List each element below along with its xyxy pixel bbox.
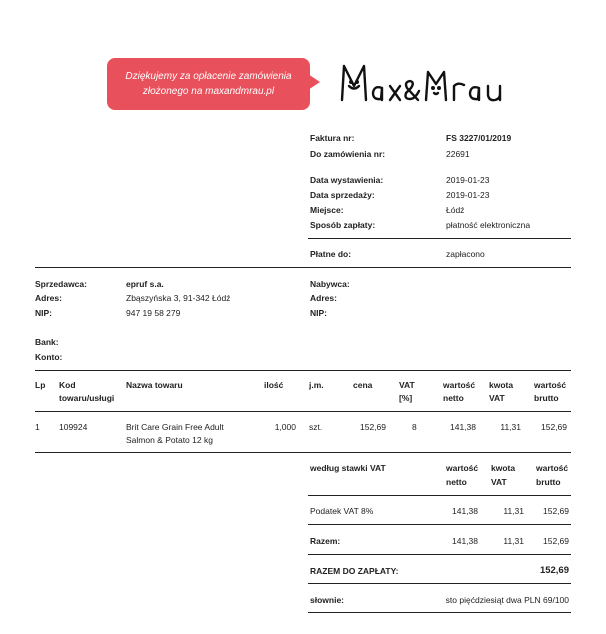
thank-you-text: Dziękujemy za opłacenie zamówienia złożonego na maxandmrau.pl xyxy=(125,71,292,97)
by-rate-label: według stawki VAT xyxy=(310,463,386,473)
divider xyxy=(308,583,571,584)
seller-nip-label: NIP: xyxy=(35,308,52,318)
col-net-2: netto xyxy=(443,393,464,403)
table-top-border xyxy=(35,370,571,371)
col-vat-amount-2: VAT xyxy=(489,393,505,403)
row-net: 141,38 xyxy=(450,422,476,432)
place: Łódź xyxy=(446,205,465,215)
col-qty: ilość xyxy=(264,380,284,390)
buyer-nip-label: NIP: xyxy=(310,308,327,318)
row-code: 109924 xyxy=(59,422,88,432)
seller-name: epruf s.a. xyxy=(126,279,164,289)
buyer-address-label: Adres: xyxy=(310,293,337,303)
divider xyxy=(308,554,571,555)
seller-address: Zbąszyńska 3, 91-342 Łódź xyxy=(126,293,231,303)
col-unit: j.m. xyxy=(309,380,324,390)
seller-address-label: Adres: xyxy=(35,293,62,303)
sale-date: 2019-01-23 xyxy=(446,190,490,200)
col-vat: VAT xyxy=(399,380,415,390)
col-gross-2: brutto xyxy=(534,393,559,403)
tax-gross: 152,69 xyxy=(543,506,569,516)
divider xyxy=(308,238,571,239)
table-bottom-border xyxy=(35,452,571,453)
invoice-number: FS 3227/01/2019 xyxy=(446,133,512,143)
row-unit: szt. xyxy=(309,422,323,432)
row-name-line1: Brit Care Grain Free Adult xyxy=(126,422,224,432)
total-label: Razem: xyxy=(310,536,341,546)
divider xyxy=(308,612,571,613)
issue-date: 2019-01-23 xyxy=(446,175,490,185)
divider xyxy=(308,495,571,496)
place-label: Miejsce: xyxy=(310,205,344,215)
total-vat: 11,31 xyxy=(503,536,524,546)
order-number: 22691 xyxy=(446,149,470,159)
row-qty: 1,000 xyxy=(274,422,296,432)
col-code: Kod xyxy=(59,380,76,390)
paid-to-label: Płatne do: xyxy=(310,249,352,259)
account-label: Konto: xyxy=(35,352,63,362)
col-price: cena xyxy=(353,380,373,390)
seller-nip: 947 19 58 279 xyxy=(126,308,181,318)
sale-date-label: Data sprzedaży: xyxy=(310,190,375,200)
issue-date-label: Data wystawienia: xyxy=(310,175,384,185)
sum-vat-header-2: VAT xyxy=(491,477,507,487)
col-vat-2: [%] xyxy=(399,393,413,403)
sum-vat-header: kwota xyxy=(491,463,516,473)
seller-title: Sprzedawca: xyxy=(35,279,87,289)
banner-tail xyxy=(308,74,320,90)
buyer-title: Nabywca: xyxy=(310,279,350,289)
row-gross: 152,69 xyxy=(541,422,567,432)
sum-gross-header: wartość xyxy=(536,463,569,473)
payment-method: płatność elektroniczna xyxy=(446,220,531,230)
row-vat-amount: 11,31 xyxy=(500,422,521,432)
tax-label: Podatek VAT 8% xyxy=(310,506,374,516)
total-gross: 152,69 xyxy=(543,536,569,546)
col-vat-amount: kwota xyxy=(489,380,514,390)
payment-method-label: Sposób zapłaty: xyxy=(310,220,376,230)
invoice-number-label: Faktura nr: xyxy=(310,133,355,143)
paid-to: zapłacono xyxy=(446,249,485,259)
logo-text: Max&Mrau xyxy=(338,58,343,59)
row-price: 152,69 xyxy=(360,422,386,432)
sum-net-header-2: netto xyxy=(446,477,467,487)
divider xyxy=(308,524,571,525)
col-lp: Lp xyxy=(35,380,46,390)
tax-vat: 11,31 xyxy=(503,506,524,516)
sum-gross-header-2: brutto xyxy=(536,477,561,487)
order-number-label: Do zamówienia nr: xyxy=(310,149,386,159)
bank-label: Bank: xyxy=(35,337,59,347)
to-pay-amount: 152,69 xyxy=(539,565,569,576)
col-code-2: towaru/usługi xyxy=(59,393,115,403)
col-gross: wartość xyxy=(534,380,567,390)
col-name: Nazwa towaru xyxy=(126,380,183,390)
total-net: 141,38 xyxy=(452,536,478,546)
divider xyxy=(35,267,571,268)
amount-in-words: sto pięćdziesiąt dwa PLN 69/100 xyxy=(445,595,569,605)
row-lp: 1 xyxy=(35,422,40,432)
max-and-mrau-logo xyxy=(338,58,540,116)
sum-net-header: wartość xyxy=(446,463,479,473)
thank-you-banner xyxy=(107,58,310,110)
row-vat: 8 xyxy=(412,422,417,432)
col-net: wartość xyxy=(443,380,476,390)
tax-net: 141,38 xyxy=(452,506,478,516)
row-name-line2: Salmon & Potato 12 kg xyxy=(126,435,213,445)
table-header-border xyxy=(35,411,571,412)
to-pay-label: RAZEM DO ZAPŁATY: xyxy=(310,566,399,576)
words-label: słownie: xyxy=(310,595,345,605)
